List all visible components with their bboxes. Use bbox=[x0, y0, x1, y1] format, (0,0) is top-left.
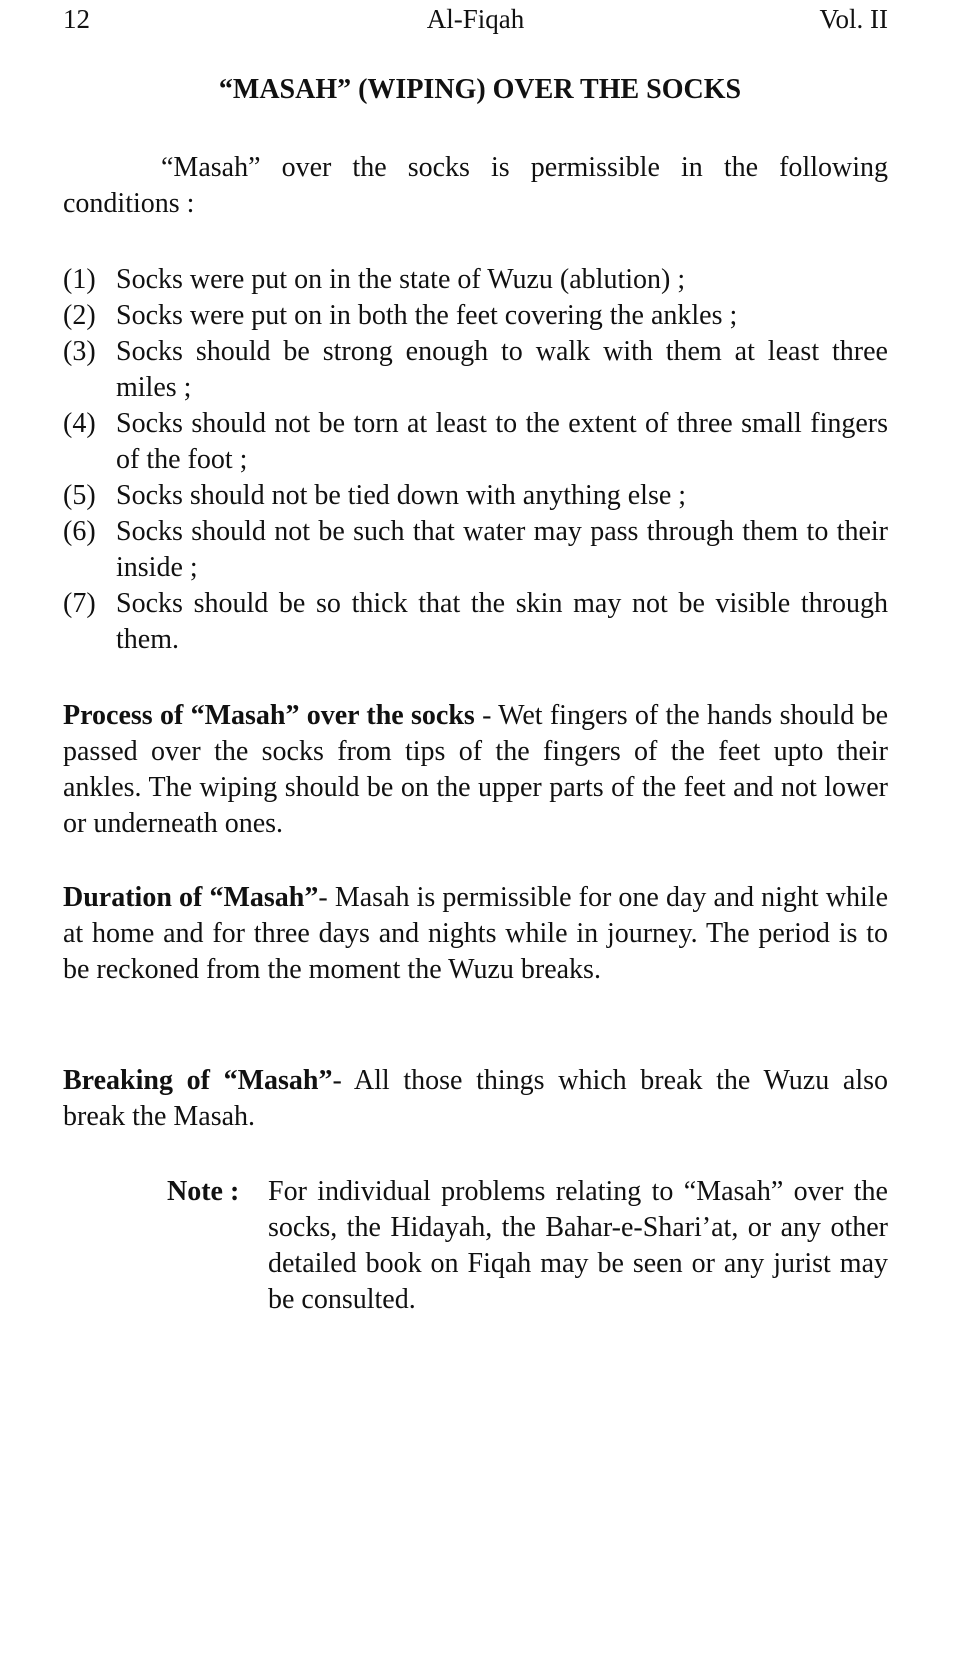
process-paragraph bbox=[63, 698, 888, 842]
volume-label: Vol. II bbox=[819, 4, 888, 34]
condition-text: Socks were put on in the state of Wuzu (ablution) ; bbox=[116, 264, 686, 295]
condition-text: Socks should not be torn at least to the extent of three small fingers of the foot ; bbox=[116, 408, 888, 475]
condition-number: (5) bbox=[63, 480, 96, 511]
condition-text: Socks were put on in both the feet covering the ankles ; bbox=[116, 300, 738, 331]
conditions-list bbox=[63, 262, 888, 658]
condition-item bbox=[63, 514, 888, 586]
page-number: 12 bbox=[63, 4, 90, 34]
note-text: For individual problems relating to “Masah” over the socks, the Hidayah, the Bahar-e-Shari’at, or any other detailed book on Fiqah may be seen or any jurist may be consulted. bbox=[268, 1176, 888, 1315]
intro-paragraph: “Masah” over the socks is permissible in the following conditions : bbox=[63, 152, 888, 219]
page-header bbox=[63, 4, 888, 40]
condition-text: Socks should be strong enough to walk with them at least three miles ; bbox=[116, 336, 888, 403]
duration-heading: Duration of “Masah” bbox=[63, 882, 319, 913]
breaking-paragraph bbox=[63, 1063, 888, 1135]
book-title: Al-Fiqah bbox=[426, 4, 525, 34]
condition-text: Socks should not be such that water may pass through them to their inside ; bbox=[116, 516, 888, 583]
condition-item bbox=[63, 406, 888, 478]
condition-number: (2) bbox=[63, 300, 96, 331]
condition-number: (6) bbox=[63, 516, 96, 547]
duration-text: - Masah is permissible for one day and night while at home and for three days and nights while in journey. The period is to be reckoned from the moment the Wuzu breaks. bbox=[63, 882, 889, 985]
process-text: - Wet fingers of the hands should be passed over the socks from tips of the fingers of the feet upto their ankles. The wiping should be on the upper parts of the feet and not lower or underneath ones. bbox=[63, 700, 888, 839]
process-heading: Process of “Masah” over the socks bbox=[63, 700, 475, 731]
breaking-heading: Breaking of “Masah” bbox=[63, 1065, 333, 1096]
duration-paragraph bbox=[63, 880, 888, 988]
condition-text: Socks should not be tied down with anything else ; bbox=[116, 480, 687, 511]
condition-item bbox=[63, 262, 888, 298]
condition-item bbox=[63, 586, 888, 658]
condition-item bbox=[63, 478, 888, 514]
condition-item bbox=[63, 298, 888, 334]
note-paragraph bbox=[167, 1174, 888, 1318]
section-title: “MASAH” (WIPING) OVER THE SOCKS bbox=[218, 74, 742, 105]
condition-number: (1) bbox=[63, 264, 96, 295]
condition-number: (3) bbox=[63, 336, 96, 367]
condition-number: (7) bbox=[63, 588, 96, 619]
condition-item bbox=[63, 334, 888, 406]
note-label: Note : bbox=[167, 1176, 240, 1207]
condition-number: (4) bbox=[63, 408, 96, 439]
condition-text: Socks should be so thick that the skin may not be visible through them. bbox=[116, 588, 888, 655]
breaking-text: - All those things which break the Wuzu also break the Masah. bbox=[63, 1065, 888, 1132]
